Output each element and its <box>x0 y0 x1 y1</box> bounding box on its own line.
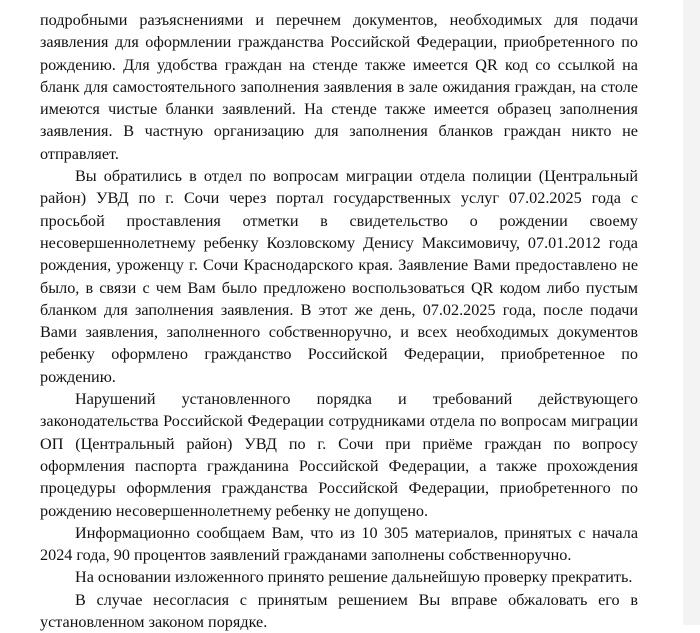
paragraph-documents-info: подробными разъяснениями и перечнем документов, необходимых для подачи заявления для оформлении гражданства Российской Федерации, приобретенного по рождению. Для удобства граждан на стенде также имеется QR код со ссылкой на бланк для самостоятельного заполнения заявления в зале ожидания граждан, на столе имеются чистые бланки заявлений. На стенде также имеется образец заполнения заявления. В частную организацию для заполнения бланков граждан никто не отправляет. <box>40 11 638 163</box>
document-body <box>40 9 638 633</box>
paragraph-appeal: В случае несогласия с принятым решением Вы вправе обжаловать его в установленном законом порядке. <box>40 590 638 632</box>
scrollbar-track[interactable] <box>683 0 700 625</box>
paragraph-statistics: Информационно сообщаем Вам, что из 10 305 материалов, принятых с начала 2024 года, 90 процентов заявлений гражданами заполнены собственноручно. <box>40 523 638 565</box>
paragraph-no-violations: Нарушений установленного порядка и требований действующего законодательства Российской Федерации сотрудниками отдела по вопросам миграции ОП (Центральный район) УВД по г. Сочи при приёме граждан по вопросу оформления паспорта гражданина Российской Федерации, а также прохождения процедуры оформления гражданства Российской Федерации, приобретенного по рождению несовершеннолетнему ребенку не допущено. <box>40 390 638 520</box>
paragraph-decision: На основании изложенного принято решение дальнейшую проверку прекратить. <box>75 568 633 587</box>
paragraph-application: Вы обратились в отдел по вопросам миграции отдела полиции (Центральный район) УВД по г. Сочи через портал государственных услуг 07.02.2025 года с просьбой проставления отметки в свидетельство о рождении своему несовершеннолетнему ребенку Козловскому Денису Максимовичу, 07.01.2012 года рождения, уроженцу г. Сочи Краснодарского края. Заявление Вами предоставлено не было, в связи с чем Вам было предложено воспользоваться QR кодом либо пустым бланком для заполнения заявления. В этот же день, 07.02.2025 года, после подачи Вами заявления, заполненного собственноручно, и всех необходимых документов ребенку оформлено гражданство Российской Федерации, приобретенное по рождению. <box>40 167 638 386</box>
